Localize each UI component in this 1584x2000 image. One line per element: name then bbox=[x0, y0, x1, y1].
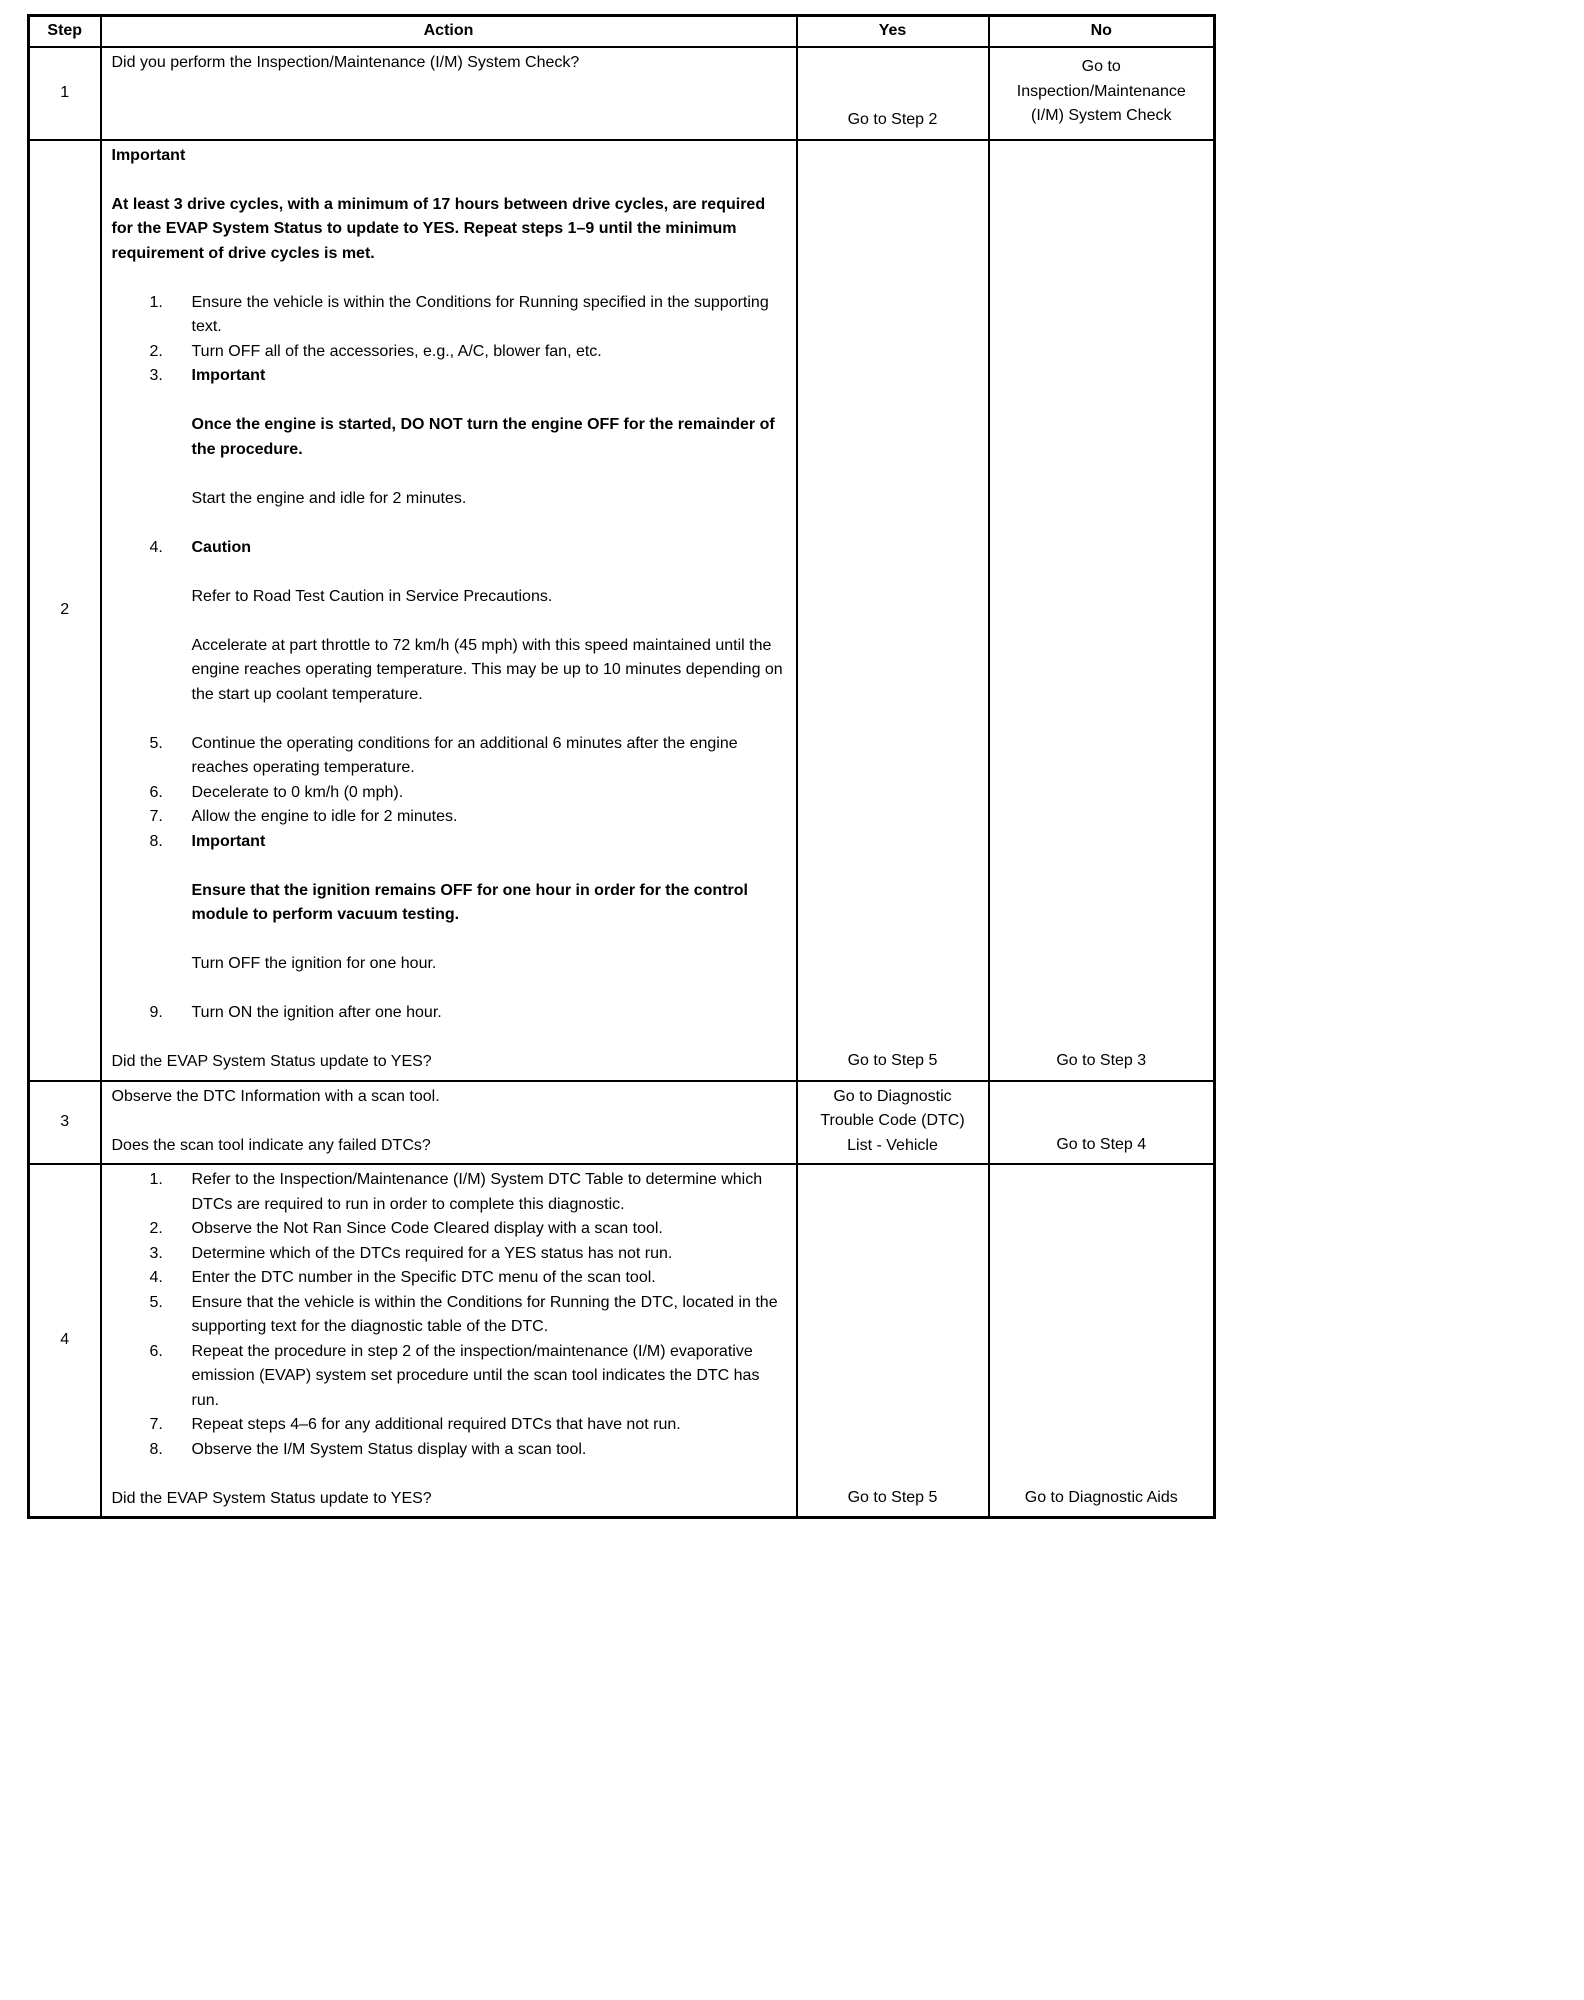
list-item-paragraph: Accelerate at part throttle to 72 km/h (45 mph) with this speed maintained until the engine reaches operating temperature. This may be up to 10 minutes depending on the start up coolant temperature. bbox=[191, 636, 783, 703]
step-number: 1 bbox=[29, 47, 101, 140]
list-item-number: 4. bbox=[149, 1269, 163, 1286]
list-item-text: Allow the engine to idle for 2 minutes. bbox=[191, 808, 458, 825]
column-header-step: Step bbox=[29, 16, 101, 47]
list-item-number: 2. bbox=[149, 342, 163, 360]
list-item-number: 6. bbox=[149, 1342, 163, 1360]
important-heading: Important bbox=[111, 146, 186, 164]
list-item-number: 6. bbox=[149, 783, 163, 801]
list-item-text: Enter the DTC number in the Specific DTC menu of the scan tool. bbox=[191, 1269, 656, 1286]
no-cell: Go to Inspection/Maintenance (I/M) System Check bbox=[989, 47, 1215, 140]
step-number: 3 bbox=[29, 1081, 101, 1165]
action-question: Did the EVAP System Status update to YES? bbox=[111, 1489, 432, 1507]
action-question: Did the EVAP System Status update to YES? bbox=[111, 1053, 432, 1070]
table-row-step-4 bbox=[29, 1164, 1215, 1518]
action-instruction: Observe the DTC Information with a scan tool. bbox=[111, 1087, 440, 1105]
list-item bbox=[112, 805, 786, 830]
yes-cell: Go to Step 2 bbox=[797, 47, 989, 140]
list-item-text: Observe the Not Ran Since Code Cleared display with a scan tool. bbox=[191, 1220, 663, 1237]
list-item bbox=[112, 1291, 786, 1340]
list-item-text: Observe the I/M System Status display with a scan tool. bbox=[191, 1440, 587, 1458]
list-item bbox=[112, 781, 786, 806]
important-note: At least 3 drive cycles, with a minimum of 17 hours between drive cycles, are required for the EVAP System Status to update to YES. Repeat steps 1–9 until the minimum requirement of drive cycles is met. bbox=[111, 195, 766, 262]
list-item-text: Ensure that the vehicle is within the Conditions for Running the DTC, located in the supporting text for the diagnostic table of the DTC. bbox=[191, 1293, 778, 1335]
list-item-number: 2. bbox=[149, 1220, 163, 1237]
yes-cell: Go to Diagnostic Trouble Code (DTC) List - Vehicle bbox=[797, 1081, 989, 1165]
list-item bbox=[112, 1168, 786, 1217]
table-row-step-3 bbox=[29, 1081, 1215, 1165]
list-item-number: 7. bbox=[149, 1416, 163, 1433]
list-item-number: 3. bbox=[149, 1244, 163, 1262]
action-cell bbox=[101, 47, 797, 140]
list-item bbox=[112, 340, 786, 365]
list-item bbox=[112, 1001, 786, 1026]
list-item-number: 1. bbox=[149, 1171, 163, 1188]
step-number: 2 bbox=[29, 140, 101, 1081]
list-item-number: 1. bbox=[149, 293, 163, 311]
list-item-text: Turn ON the ignition after one hour. bbox=[191, 1004, 442, 1021]
caution-reference: Refer to Road Test Caution in Service Precautions. bbox=[191, 587, 553, 605]
list-item-text: Continue the operating conditions for an additional 6 minutes after the engine reaches operating temperature. bbox=[191, 734, 738, 776]
list-item-number: 8. bbox=[149, 832, 163, 850]
important-subnote: Once the engine is started, DO NOT turn the engine OFF for the remainder of the procedure. bbox=[191, 416, 775, 458]
table-row-step-1 bbox=[29, 47, 1215, 140]
list-item bbox=[112, 1266, 786, 1291]
numbered-list bbox=[112, 291, 786, 1026]
no-cell: Go to Step 4 bbox=[989, 1081, 1215, 1165]
action-cell bbox=[101, 1164, 797, 1518]
step-number: 4 bbox=[29, 1164, 101, 1518]
list-item-text: Turn OFF all of the accessories, e.g., A/C, blower fan, etc. bbox=[191, 342, 602, 360]
list-item bbox=[112, 1413, 786, 1438]
no-cell: Go to Step 3 bbox=[989, 140, 1215, 1081]
no-cell: Go to Diagnostic Aids bbox=[989, 1164, 1215, 1518]
list-item-text: Repeat the procedure in step 2 of the inspection/maintenance (I/M) evaporative emission (EVAP) system set procedure until the scan tool indicates the DTC has run. bbox=[191, 1342, 760, 1409]
action-question: Does the scan tool indicate any failed DTCs? bbox=[111, 1136, 431, 1154]
diagnostic-procedure-table bbox=[27, 14, 1216, 1519]
important-subheading: Important bbox=[191, 832, 266, 850]
yes-cell: Go to Step 5 bbox=[797, 1164, 989, 1518]
table-row-step-2 bbox=[29, 140, 1215, 1081]
action-cell bbox=[101, 1081, 797, 1165]
list-item-number: 8. bbox=[149, 1440, 163, 1458]
list-item-text: Decelerate to 0 km/h (0 mph). bbox=[191, 783, 404, 801]
yes-cell: Go to Step 5 bbox=[797, 140, 989, 1081]
list-item-text bbox=[192, 364, 786, 511]
list-item bbox=[112, 364, 786, 511]
action-question: Did you perform the Inspection/Maintenance (I/M) System Check? bbox=[111, 53, 580, 71]
column-header-action: Action bbox=[101, 16, 797, 47]
list-item-text: Repeat steps 4–6 for any additional required DTCs that have not run. bbox=[191, 1416, 681, 1433]
list-item-number: 5. bbox=[149, 1293, 163, 1311]
list-item bbox=[112, 1438, 786, 1463]
list-item-text: Ensure the vehicle is within the Conditions for Running specified in the supporting text. bbox=[191, 293, 769, 335]
list-item-text bbox=[192, 830, 786, 977]
list-item-text: Refer to the Inspection/Maintenance (I/M) System DTC Table to determine which DTCs are required to run in order to complete this diagnostic. bbox=[191, 1171, 763, 1213]
list-item bbox=[112, 1340, 786, 1414]
list-item-paragraph: Start the engine and idle for 2 minutes. bbox=[191, 489, 467, 507]
list-item bbox=[112, 830, 786, 977]
list-item-text: Determine which of the DTCs required for a YES status has not run. bbox=[191, 1244, 673, 1262]
list-item-number: 4. bbox=[149, 538, 163, 556]
list-item-text bbox=[192, 536, 786, 708]
important-subnote: Ensure that the ignition remains OFF for one hour in order for the control module to perform vacuum testing. bbox=[191, 881, 748, 923]
list-item bbox=[112, 536, 786, 708]
list-item-paragraph: Turn OFF the ignition for one hour. bbox=[191, 955, 437, 972]
table-header-row bbox=[29, 16, 1215, 47]
list-item bbox=[112, 291, 786, 340]
numbered-list bbox=[112, 1168, 786, 1462]
action-cell bbox=[101, 140, 797, 1081]
column-header-yes: Yes bbox=[797, 16, 989, 47]
list-item bbox=[112, 1217, 786, 1242]
caution-subheading: Caution bbox=[191, 538, 252, 556]
list-item-number: 3. bbox=[149, 367, 163, 384]
list-item bbox=[112, 732, 786, 781]
column-header-no: No bbox=[989, 16, 1215, 47]
list-item-number: 5. bbox=[149, 734, 163, 752]
list-item bbox=[112, 1242, 786, 1267]
list-item-number: 9. bbox=[149, 1004, 163, 1021]
list-item-number: 7. bbox=[149, 808, 163, 825]
important-subheading: Important bbox=[191, 367, 266, 384]
